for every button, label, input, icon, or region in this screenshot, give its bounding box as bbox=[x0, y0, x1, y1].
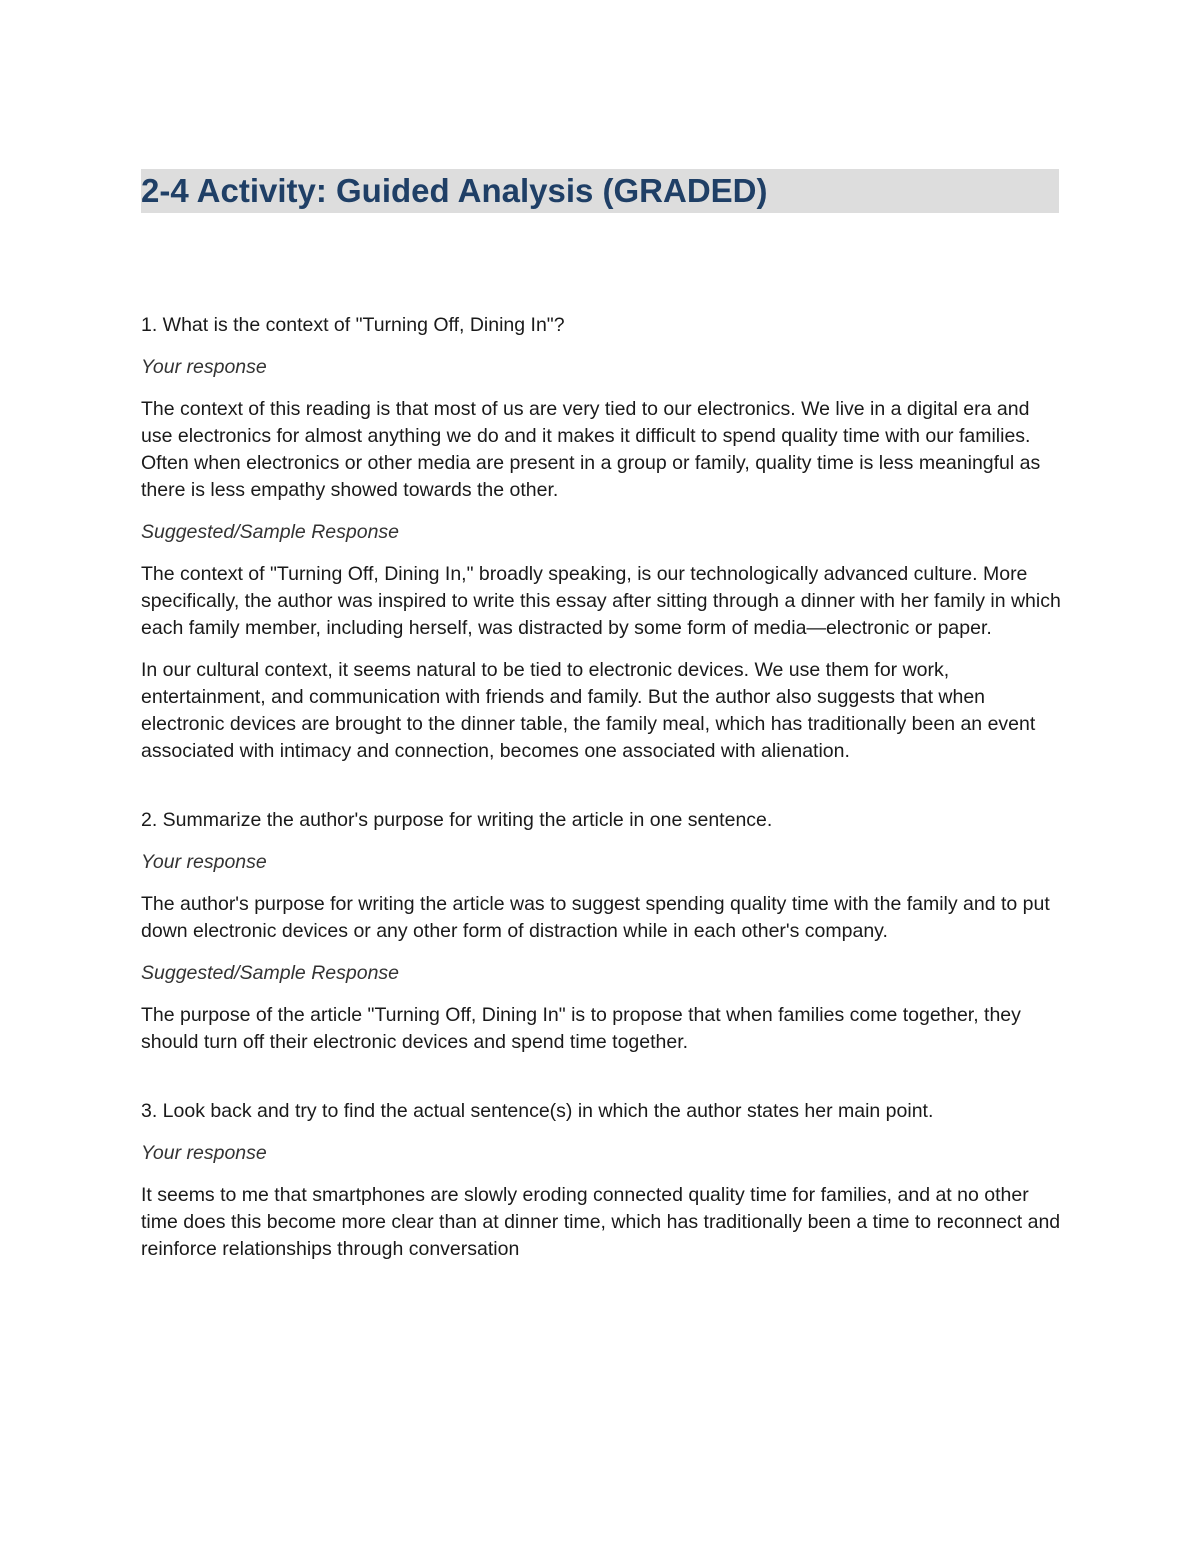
question-2-sample-paragraph-1: The purpose of the article "Turning Off, Dining In" is to propose that when families come together, they should turn off their electronic devices and spend time together. bbox=[141, 1004, 1021, 1053]
section-spacer bbox=[141, 1056, 1061, 1098]
page-title: 2-4 Activity: Guided Analysis (GRADED) bbox=[141, 172, 768, 209]
question-1-sample-paragraph-2: In our cultural context, it seems natural to be tied to electronic devices. We use them for work, entertainment, and communication with friends and family. But the author also suggests that when electronic devices are brought to the dinner table, the family meal, which has traditionally been an event associated with intimacy and connection, becomes one associated with alienation. bbox=[141, 659, 1036, 762]
question-2-section bbox=[141, 807, 1061, 1056]
your-response-label: Your response bbox=[141, 1142, 267, 1164]
sample-response-label: Suggested/Sample Response bbox=[141, 521, 400, 543]
question-2-response: The author's purpose for writing the article was to suggest spending quality time with the family and to put down electronic devices or any other form of distraction while in each other's company. bbox=[141, 893, 1050, 942]
question-1-section bbox=[141, 312, 1061, 765]
question-1: 1. What is the context of "Turning Off, Dining In"? bbox=[141, 314, 565, 336]
document-body bbox=[141, 312, 1061, 1263]
question-2: 2. Summarize the author's purpose for writing the article in one sentence. bbox=[141, 809, 773, 831]
question-3: 3. Look back and try to find the actual sentence(s) in which the author states her main point. bbox=[141, 1100, 934, 1122]
question-1-response: The context of this reading is that most of us are very tied to our electronics. We live in a digital era and use electronics for almost anything we do and it makes it difficult to spend quality time with our families. Often when electronics or other media are present in a group or family, quality time is less meaningful as there is less empathy showed towards the other. bbox=[141, 398, 1041, 501]
question-3-section bbox=[141, 1098, 1061, 1263]
section-spacer bbox=[141, 765, 1061, 807]
question-1-sample-paragraph-1: The context of "Turning Off, Dining In," broadly speaking, is our technologically advanced culture. More specifically, the author was inspired to write this essay after sitting through a dinner with her family in which each family member, including herself, was distracted by some form of media—electronic or paper. bbox=[141, 563, 1061, 639]
question-3-response: It seems to me that smartphones are slowly eroding connected quality time for families, and at no other time does this become more clear than at dinner time, which has traditionally been a time to reconnect and reinforce relationships through conversation bbox=[141, 1184, 1061, 1260]
sample-response-label: Suggested/Sample Response bbox=[141, 962, 400, 984]
your-response-label: Your response bbox=[141, 356, 267, 378]
your-response-label: Your response bbox=[141, 851, 267, 873]
